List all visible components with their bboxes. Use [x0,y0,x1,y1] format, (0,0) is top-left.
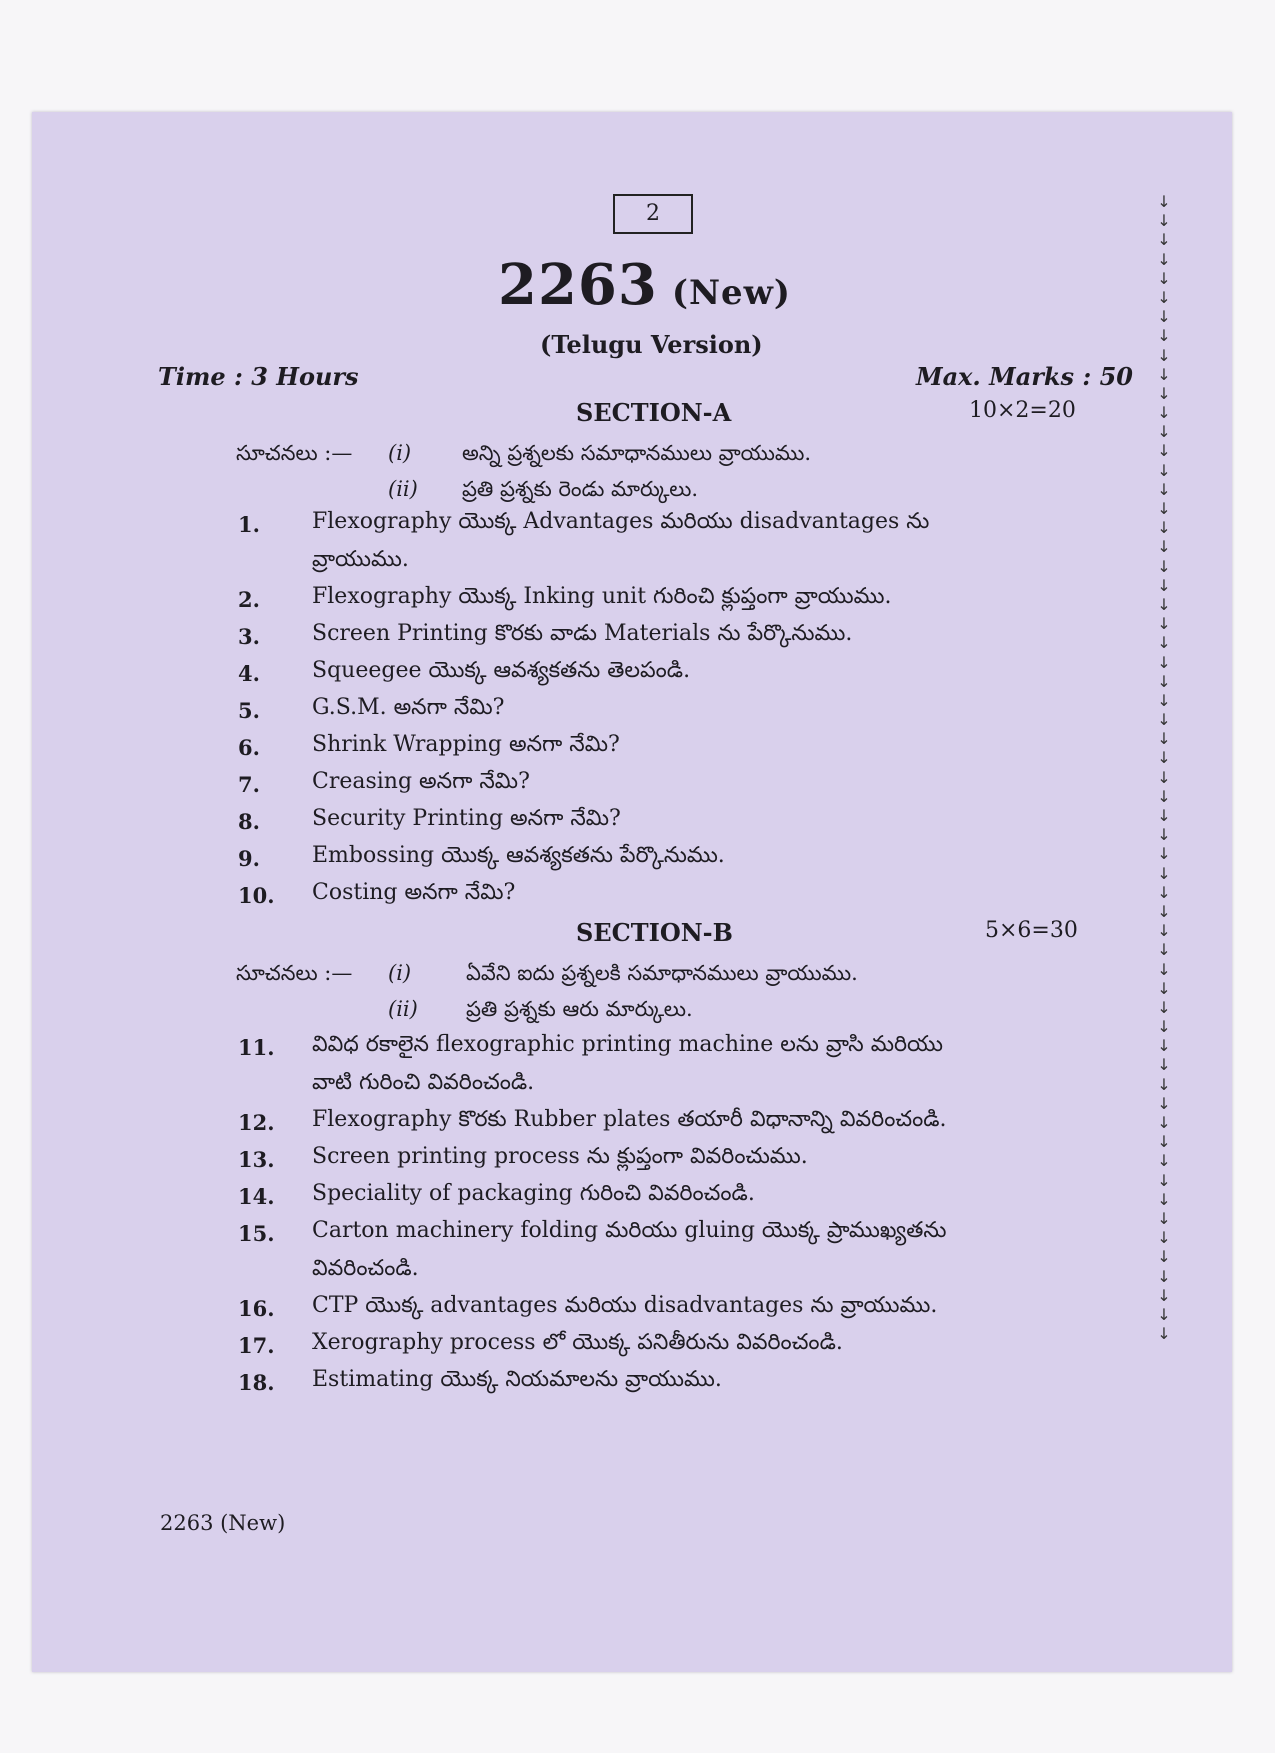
question-number: 4. [238,661,260,686]
version-label: (Telugu Version) [540,330,763,359]
question-number: 15. [238,1221,275,1246]
question-text: Xerography process లో యొక్క పనితీరును వివరించండి. [312,1330,843,1355]
question-number: 10. [238,883,275,908]
section-b-instruction-num: (ii) [388,997,418,1021]
question-text: Embossing యొక్క ఆవశ్యకతను పేర్కొనుము. [312,843,725,868]
question-number: 7. [238,772,260,797]
question-text: వాటి గురించి వివరించండి. [312,1070,535,1095]
question-number: 16. [238,1296,275,1321]
question-text: Flexography యొక్క Inking unit గురించి క్లుప్తంగా వ్రాయుము. [312,584,892,609]
question-text: Flexography కొరకు Rubber plates తయారీ విధానాన్ని వివరించండి. [312,1107,947,1132]
question-number: 1. [238,512,260,537]
question-text: Screen printing process ను క్లుప్తంగా వివరించుము. [312,1144,808,1169]
paper-code [498,252,791,318]
question-number: 14. [238,1184,275,1209]
question-text: Speciality of packaging గురించి వివరించండి. [312,1181,755,1206]
paper-code-number: 2263 [498,252,658,318]
question-number: 18. [238,1370,275,1395]
cut-line-arrows: ↓ ↓ ↓ ↓ ↓ ↓ ↓ ↓ ↓ ↓ ↓ ↓ ↓ ↓ ↓ ↓ ↓ ↓ ↓ ↓ ↓ ↓ ↓ ↓ ↓ ↓ ↓ ↓ ↓ ↓ ↓ ↓ ↓ ↓ ↓ ↓ ↓ ↓ ↓ ↓ ↓ ↓ ↓ ↓ ↓ ↓ ↓ ↓ ↓ ↓ ↓ ↓ ↓ ↓ ↓ ↓ ↓ ↓ ↓ ↓ [1157,192,1171,1344]
question-number: 3. [238,624,260,649]
max-marks-label: Max. Marks : 50 [916,362,1134,391]
section-a-marks: 10×2=20 [969,398,1076,423]
page-number: 2 [613,194,693,234]
section-a-instruction-text: ప్రతి ప్రశ్నకు రెండు మార్కులు. [462,477,699,501]
section-a-instruction-text: అన్ని ప్రశ్నలకు సమాధానములు వ్రాయుము. [462,441,812,465]
question-text: వివిధ రకాలైన flexographic printing machine లను వ్రాసి మరియు [312,1032,943,1057]
footer-code: 2263 (New) [160,1511,286,1535]
question-text: CTP యొక్క advantages మరియు disadvantages ను వ్రాయుము. [312,1293,938,1318]
question-number: 11. [238,1035,275,1060]
question-text: Security Printing అనగా నేమి? [312,806,621,831]
question-text: Costing అనగా నేమి? [312,880,516,905]
question-number: 9. [238,846,260,871]
question-text: వివరించండి. [312,1256,419,1281]
section-b-instruction-text: ప్రతి ప్రశ్నకు ఆరు మార్కులు. [466,997,693,1021]
time-label: Time : 3 Hours [158,362,359,391]
question-number: 13. [238,1147,275,1172]
question-text: Squeegee యొక్క ఆవశ్యకతను తెలపండి. [312,658,691,683]
section-a-instruction-num: (i) [388,441,412,465]
question-text: G.S.M. అనగా నేమి? [312,695,505,720]
section-a-title: SECTION-A [576,398,732,427]
section-a-instruction-label: సూచనలు :— [236,441,353,465]
question-number: 12. [238,1110,275,1135]
question-text: Screen Printing కొరకు వాడు Materials ను పేర్కొనుము. [312,621,853,646]
section-b-instruction-text: ఏవేని ఐదు ప్రశ్నలకి సమాధానములు వ్రాయుము. [466,961,858,985]
question-number: 8. [238,809,260,834]
section-b-title: SECTION-B [576,918,733,947]
question-text: వ్రాయుము. [312,547,409,572]
question-number: 17. [238,1333,275,1358]
section-a-instruction-num: (ii) [388,477,418,501]
question-text: Shrink Wrapping అనగా నేమి? [312,732,620,757]
section-b-instruction-label: సూచనలు :— [236,961,353,985]
question-number: 5. [238,698,260,723]
question-text: Carton machinery folding మరియు gluing యొక్క ప్రాముఖ్యతను [312,1218,947,1243]
question-text: Creasing అనగా నేమి? [312,769,530,794]
question-number: 6. [238,735,260,760]
section-b-marks: 5×6=30 [985,918,1078,943]
question-text: Flexography యొక్క Advantages మరియు disadvantages ను [312,509,930,534]
paper-code-suffix: (New) [671,273,792,313]
question-number: 2. [238,587,260,612]
section-b-instruction-num: (i) [388,961,412,985]
question-text: Estimating యొక్క నియమాలను వ్రాయుము. [312,1367,722,1392]
